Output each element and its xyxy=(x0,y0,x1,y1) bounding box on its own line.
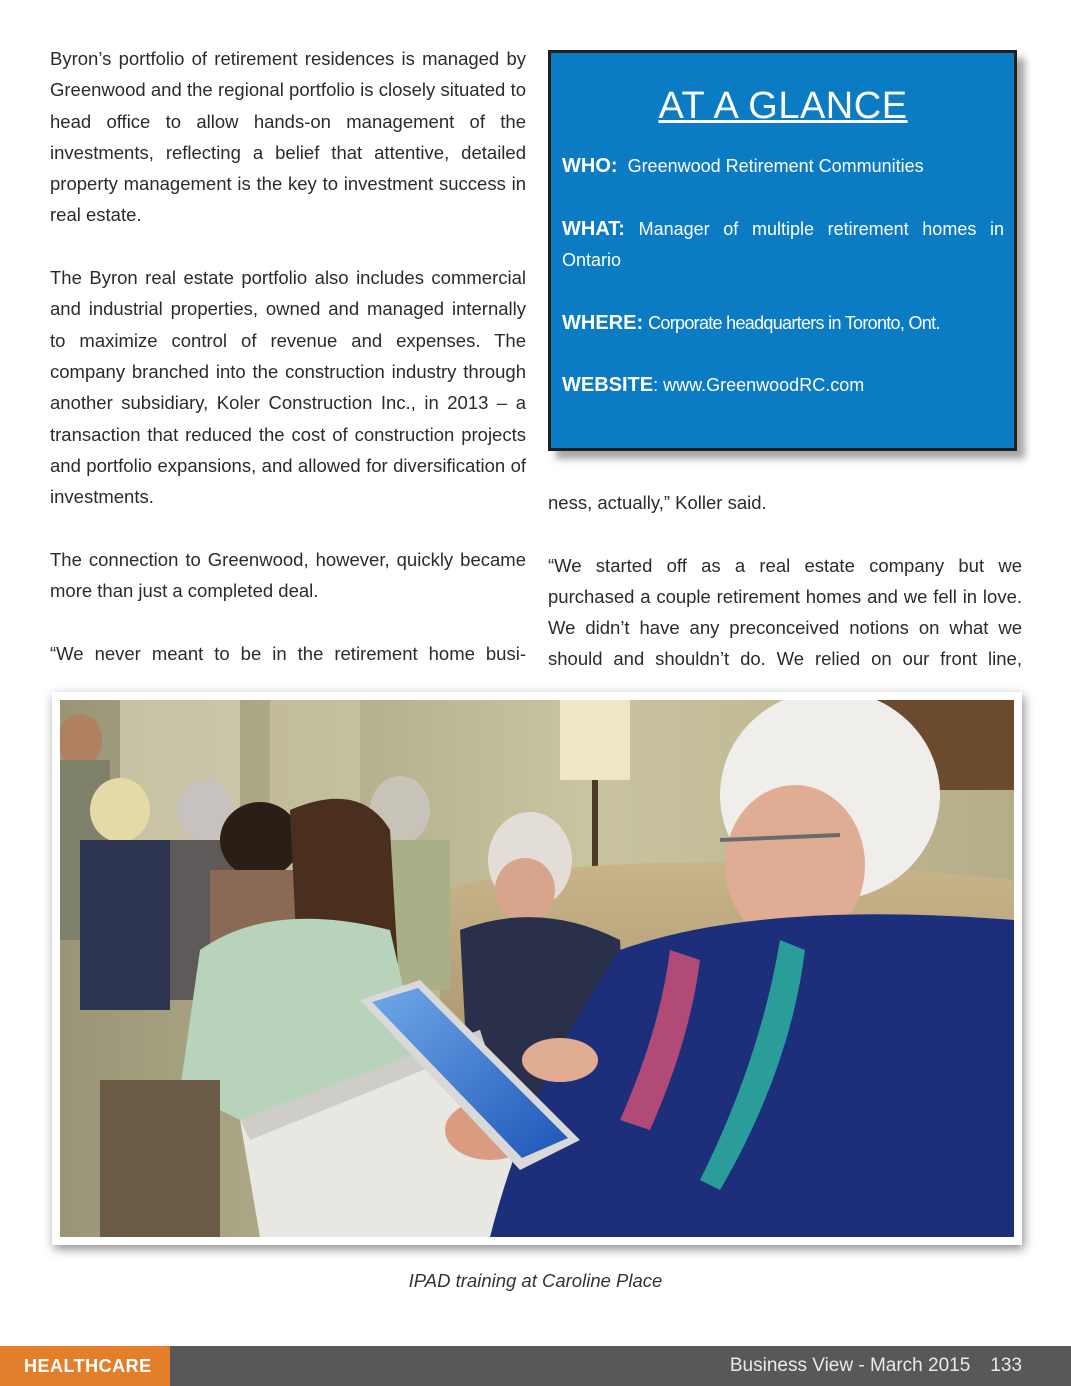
glance-key: WEBSITE xyxy=(562,374,654,396)
glance-value: Corporate headquarters in Toronto, Ont. xyxy=(648,312,940,333)
footer-publication-info xyxy=(730,1346,1022,1386)
body-paragraph: ness, actually,” Koller said. xyxy=(548,492,767,513)
glance-row-who xyxy=(562,151,1004,183)
website-link[interactable]: : www.GreenwoodRC.com xyxy=(653,375,865,395)
body-paragraph: “We never meant to be in the retirement home busi- xyxy=(50,642,526,664)
glance-key: WHAT: xyxy=(562,217,625,240)
glance-row-what xyxy=(562,214,1004,277)
at-a-glance-title: AT A GLANCE xyxy=(658,85,908,127)
photo-frame xyxy=(52,692,1022,1245)
section-label: HEALTHCARE xyxy=(0,1346,170,1386)
body-paragraph: The Byron real estate portfolio also includes commercial and industrial properties, owned and managed internally to maximize control of revenue and expenses. The company branched into the construction industry through another subsidiary, Koler Construction Inc., in 2013 – a transaction that reduced the cost of construction projects and portfolio expansions, and allowed for diversification of investments. xyxy=(50,267,526,508)
glance-key: WHERE: xyxy=(562,311,644,334)
page-number: 133 xyxy=(990,1355,1022,1376)
right-text-column xyxy=(548,487,1022,675)
publication-name: Business View - March 2015 xyxy=(729,1355,971,1376)
glance-key: WHO: xyxy=(562,155,618,177)
body-paragraph: “We started off as a real estate company but we purchased a couple retirement homes and we fell in love. We didn’t have any preconceived notions on what we should and shouldn’t do. We relied on our front line, xyxy=(548,554,1022,670)
body-paragraph: The connection to Greenwood, however, quickly became more than just a completed deal. xyxy=(50,548,526,602)
body-paragraph: Byron’s portfolio of retirement residences is managed by Greenwood and the regional portfolio is closely situated to head office to allow hands-on management of the investments, reflecting a belief that attentive, detailed property management is the key to investment success in real estate. xyxy=(50,48,526,226)
glance-row-where xyxy=(562,308,1004,340)
glance-value: Greenwood Retirement Communities xyxy=(627,156,924,176)
left-text-column xyxy=(50,43,526,669)
page-footer xyxy=(0,1346,1071,1386)
photo-illustration xyxy=(60,700,1014,1237)
glance-value: Manager of multiple retirement homes in Ontario xyxy=(562,218,1004,270)
photo-caption: IPAD training at Caroline Place xyxy=(408,1270,663,1291)
at-a-glance-box xyxy=(548,50,1017,451)
ipad-training-photo xyxy=(60,700,1014,1237)
glance-row-website xyxy=(562,370,1004,402)
